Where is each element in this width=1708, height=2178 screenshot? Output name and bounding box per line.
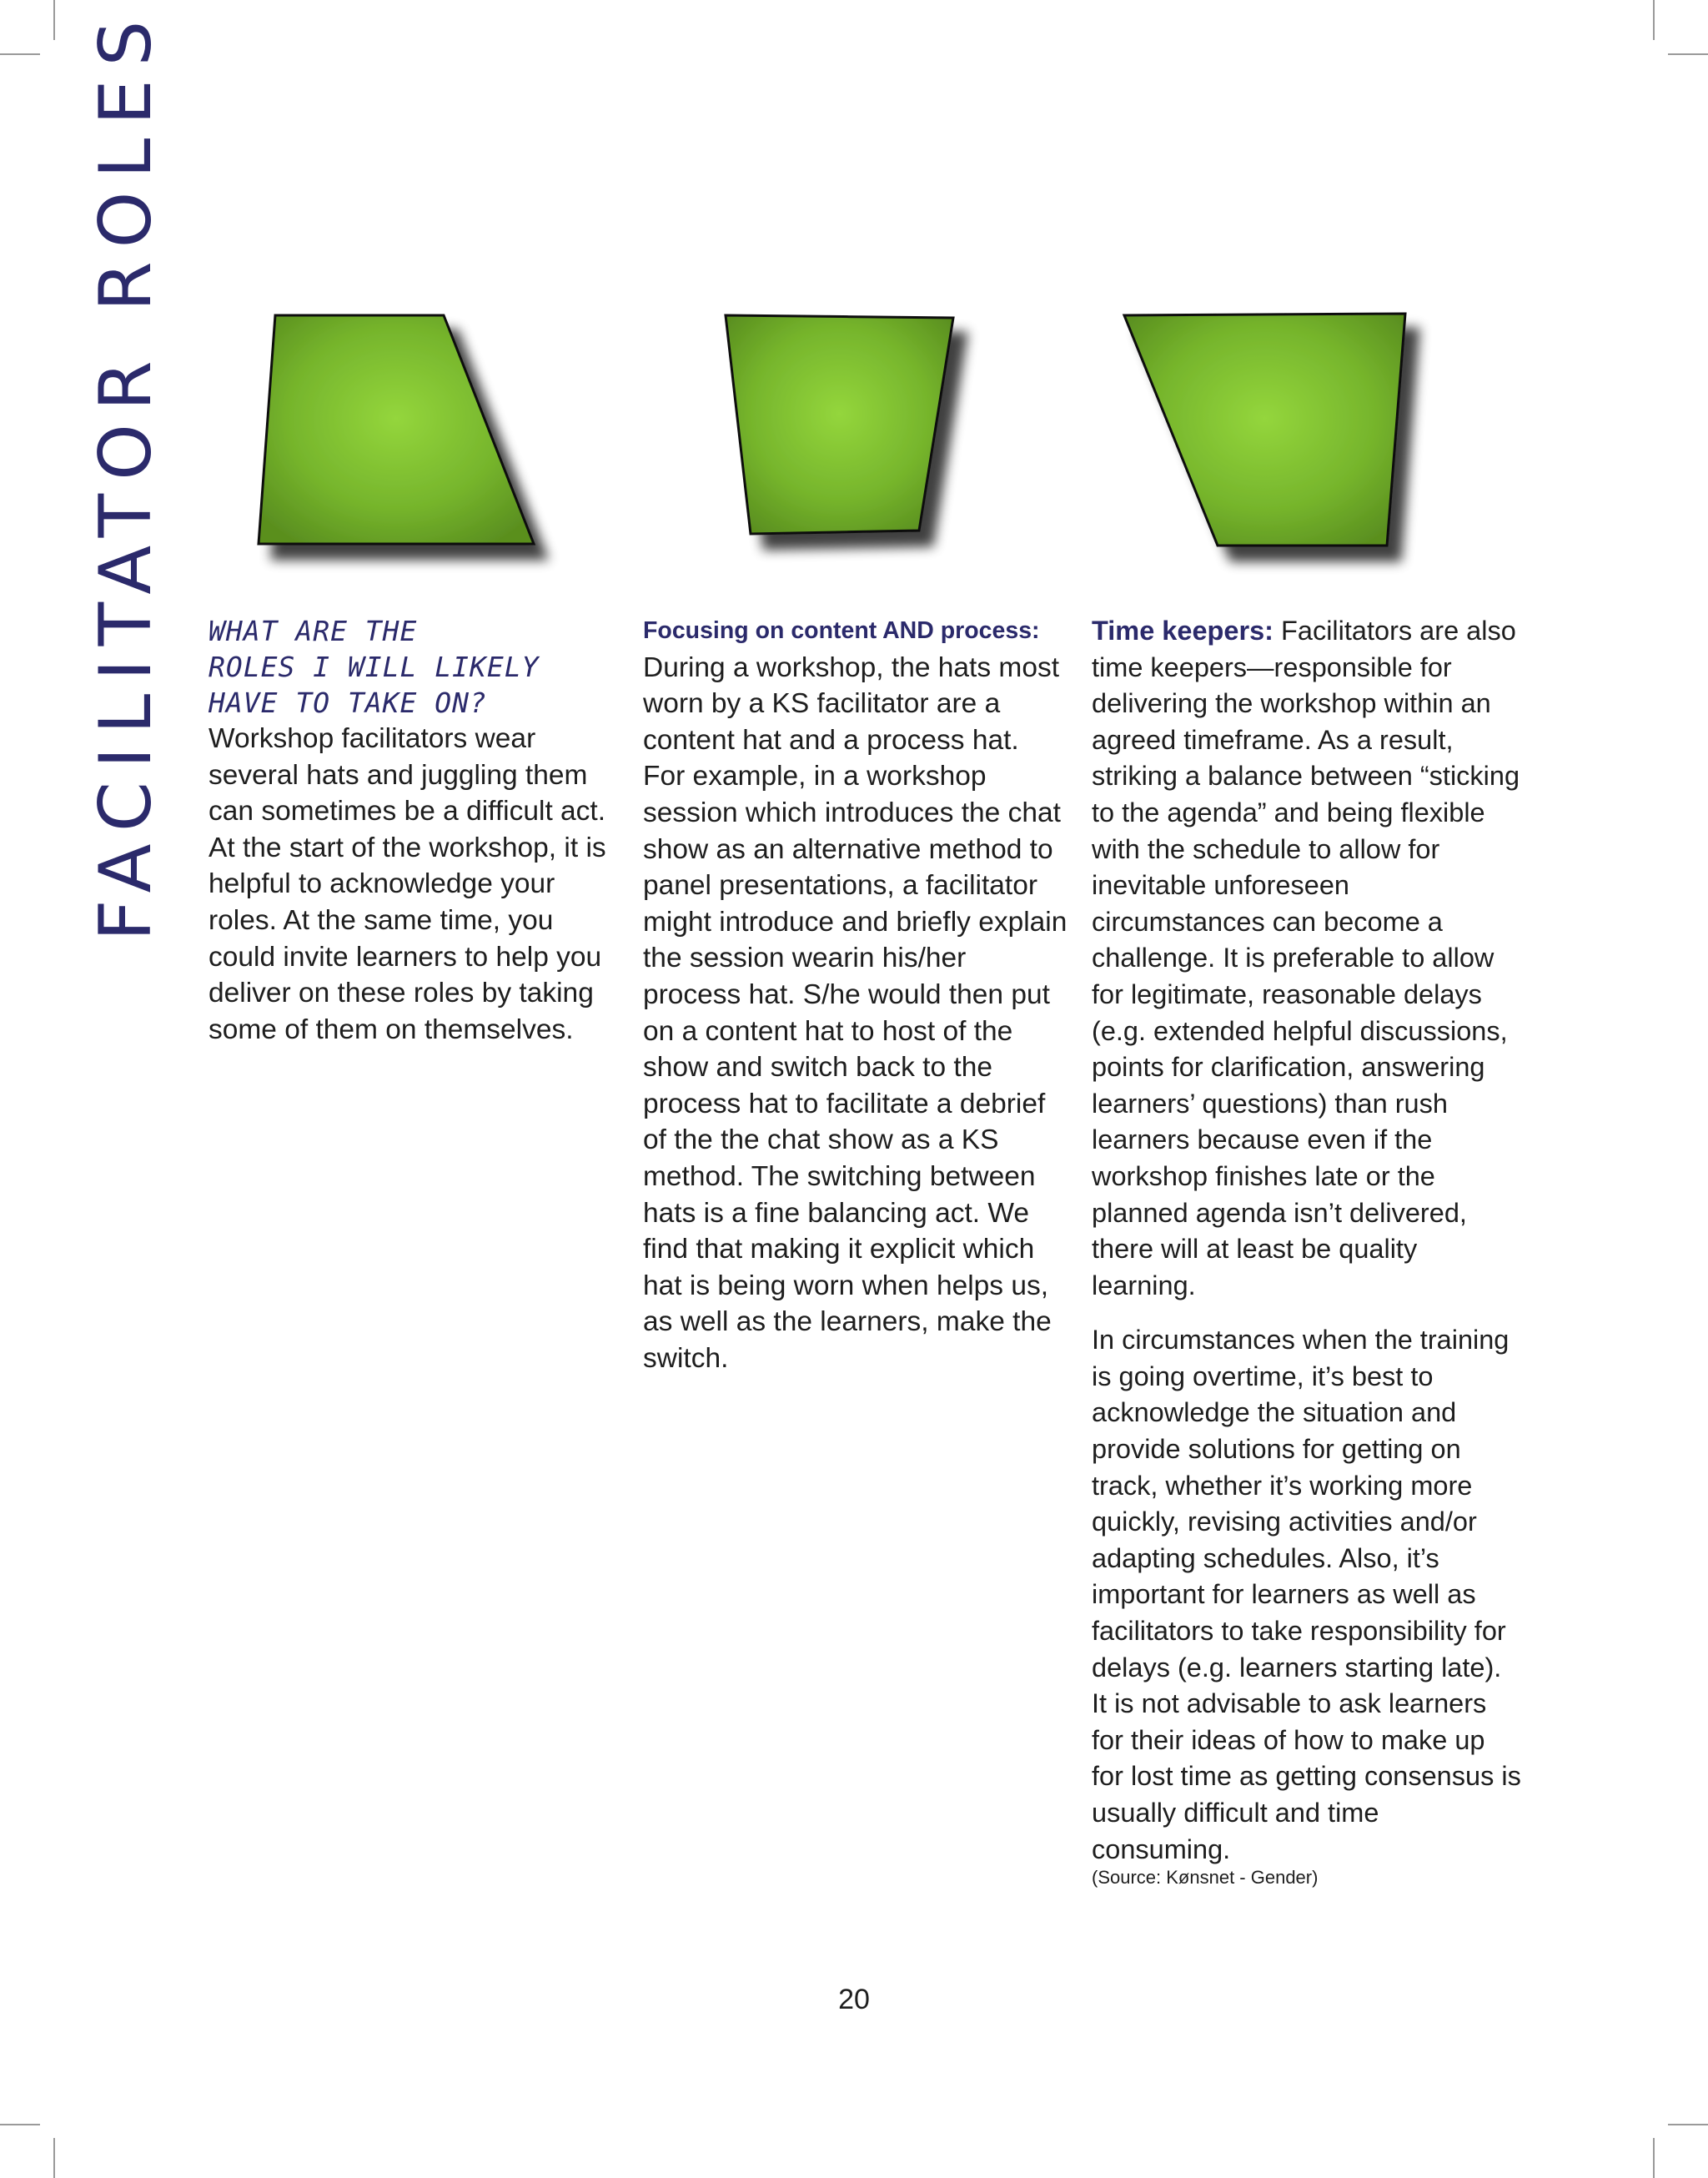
crop-mark [53,2138,55,2178]
content-process-body: During a workshop, the hats most worn by a KS facilitator are a content hat and a process hat. For example, in a workshop session which introduces the chat show as an alternative method to panel presentations, a facilitator might introduce and briefly explain the session wearin his/her process hat. S/he would then put on a content hat to host of the show and switch back to the process hat to facilitate a debrief of the the chat show as a KS method. The switching between hats is a fine balancing act. We find that making it explicit which hat is being worn when helps us, as well as the learners, make the switch. [643,651,1068,1374]
source-note: (Source: Kønsnet - Gender) [1092,1867,1319,1889]
crop-mark [1668,2124,1708,2125]
crop-mark [1653,2138,1655,2178]
time-keepers-paragraph [1092,613,1521,1304]
crop-mark [0,2124,40,2125]
column-time-keepers [1092,613,1521,1888]
hat-shape-left [259,315,534,544]
side-title: FACILITATOR ROLES [84,7,168,941]
time-keepers-heading: Time keepers: [1092,616,1273,646]
question-line: HAVE TO TAKE ON? [208,687,487,719]
page-number: 20 [838,1984,870,2015]
content-process-heading: Focusing on content AND process: [643,617,1040,644]
hat-shape-right [1124,314,1405,546]
time-keepers-body: Facilitators are also time keepers—responsible for delivering the workshop within an agreed timeframe. As a result, striking a balance between “sticking to the agenda” and being flexible with the schedule to allow for inevitable unforeseen circumstances can become a challenge. It is preferable to allow for legitimate, reasonable delays (e.g. extended helpful discussions, points for clarification, answering learners’ questions) than rush learners because even if the workshop finishes late or the planned agenda isn’t delivered, there will at least be quality learning. [1092,616,1520,1300]
hat-shape-middle [726,315,953,534]
roles-body: Workshop facilitators wear several hats and juggling them can sometimes be a difficult act. At the start of the workshop, it is helpful to acknowledge your roles. At the same time, you could invite learners to help you deliver on these roles by taking some of them on themselves. [208,723,606,1045]
overtime-body: In circumstances when the training is going overtime, it’s best to acknowledge the situation and provide solutions for getting on track, whether it’s working more quickly, revising activities and/or adapting schedules. Also, it’s important for learners as well as facilitators to take responsibility for delays (e.g. learners starting late). It is not advisable to ask learners for their ideas of how to make up for lost time as getting consensus is usually difficult and time consuming. [1092,1325,1521,1864]
column-roles [208,613,625,1048]
hat-shapes [0,0,1708,601]
column-content-process [643,613,1068,1376]
question-line: WHAT ARE THE [208,615,418,647]
question-line: ROLES I WILL LIKELY [208,651,540,683]
question-heading [208,613,625,721]
